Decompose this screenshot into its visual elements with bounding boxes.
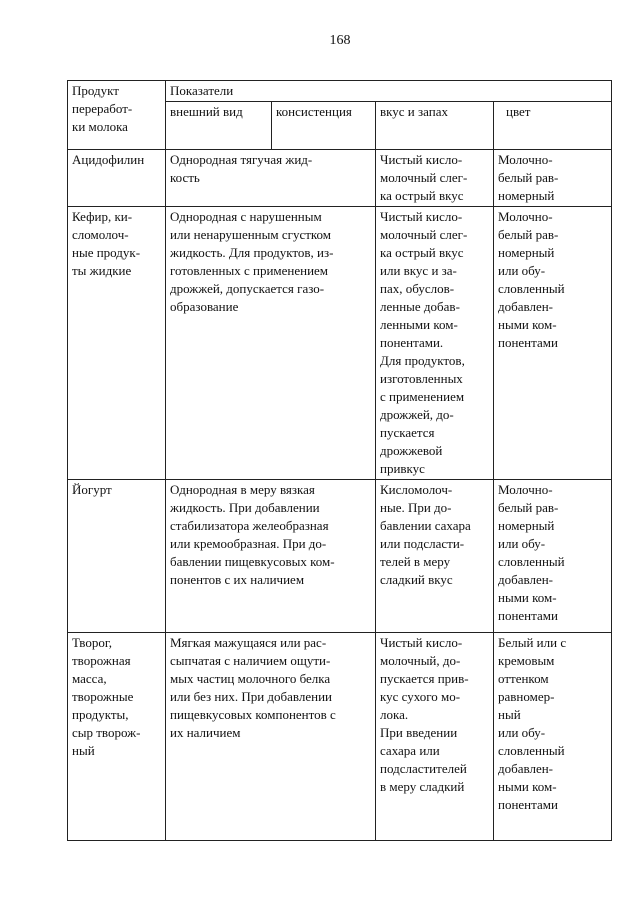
table-row bbox=[68, 207, 612, 480]
appearance-consistency-cell: Однородная в меру вязкая жидкость. При добавлении стабилизатора желеобразная или кремообразная. При до- бавлении пищевкусовых ком- понентов с их наличием bbox=[166, 480, 376, 633]
taste-smell-cell: Чистый кисло- молочный слег- ка острый вкус bbox=[376, 150, 494, 207]
indicators-group-header: Показатели bbox=[166, 81, 612, 102]
quality-indicators-table bbox=[67, 80, 612, 841]
product-column-header: Продукт переработ- ки молока bbox=[68, 81, 166, 150]
product-cell: Творог, творожная масса, творожные продукты, сыр творож- ный bbox=[68, 633, 166, 841]
taste-smell-cell: Чистый кисло- молочный слег- ка острый вкус или вкус и за- пах, обуслов- ленные добав- ленными ком- понентами. Для продуктов, изготовленных с применением дрожжей, до- пускается дрожжевой привкус bbox=[376, 207, 494, 480]
product-cell: Ацидофилин bbox=[68, 150, 166, 207]
color-cell: Молочно- белый рав- номерный или обу- словленный добавлен- ными ком- понентами bbox=[494, 480, 612, 633]
table-row bbox=[68, 633, 612, 841]
table-row bbox=[68, 480, 612, 633]
page-number: 168 bbox=[329, 33, 351, 48]
product-cell: Йогурт bbox=[68, 480, 166, 633]
color-cell: Молочно- белый рав- номерный или обу- словленный добавлен- ными ком- понентами bbox=[494, 207, 612, 480]
appearance-consistency-cell: Однородная с нарушенным или ненарушенным сгустком жидкость. Для продуктов, из- готовленных с применением дрожжей, допускается газо- образование bbox=[166, 207, 376, 480]
column-header-appearance: внешний вид bbox=[166, 102, 272, 150]
appearance-consistency-cell: Однородная тягучая жид- кость bbox=[166, 150, 376, 207]
column-header-color: цвет bbox=[494, 102, 612, 150]
table-row bbox=[68, 150, 612, 207]
taste-smell-cell: Чистый кисло- молочный, до- пускается прив- кус сухого мо- лока. При введении сахара или подсластителей в меру сладкий bbox=[376, 633, 494, 841]
column-header-taste-smell: вкус и запах bbox=[376, 102, 494, 150]
product-cell: Кефир, ки- сломолоч- ные продук- ты жидкие bbox=[68, 207, 166, 480]
color-cell: Белый или с кремовым оттенком равномер- ный или обу- словленный добавлен- ными ком- понентами bbox=[494, 633, 612, 841]
appearance-consistency-cell: Мягкая мажущаяся или рас- сыпчатая с наличием ощути- мых частиц молочного белка или без них. При добавлении пищевкусовых компонентов с их наличием bbox=[166, 633, 376, 841]
color-cell: Молочно- белый рав- номерный bbox=[494, 150, 612, 207]
taste-smell-cell: Кисломолоч- ные. При до- бавлении сахара или подсласти- телей в меру сладкий вкус bbox=[376, 480, 494, 633]
column-header-consistency: консистенция bbox=[272, 102, 376, 150]
